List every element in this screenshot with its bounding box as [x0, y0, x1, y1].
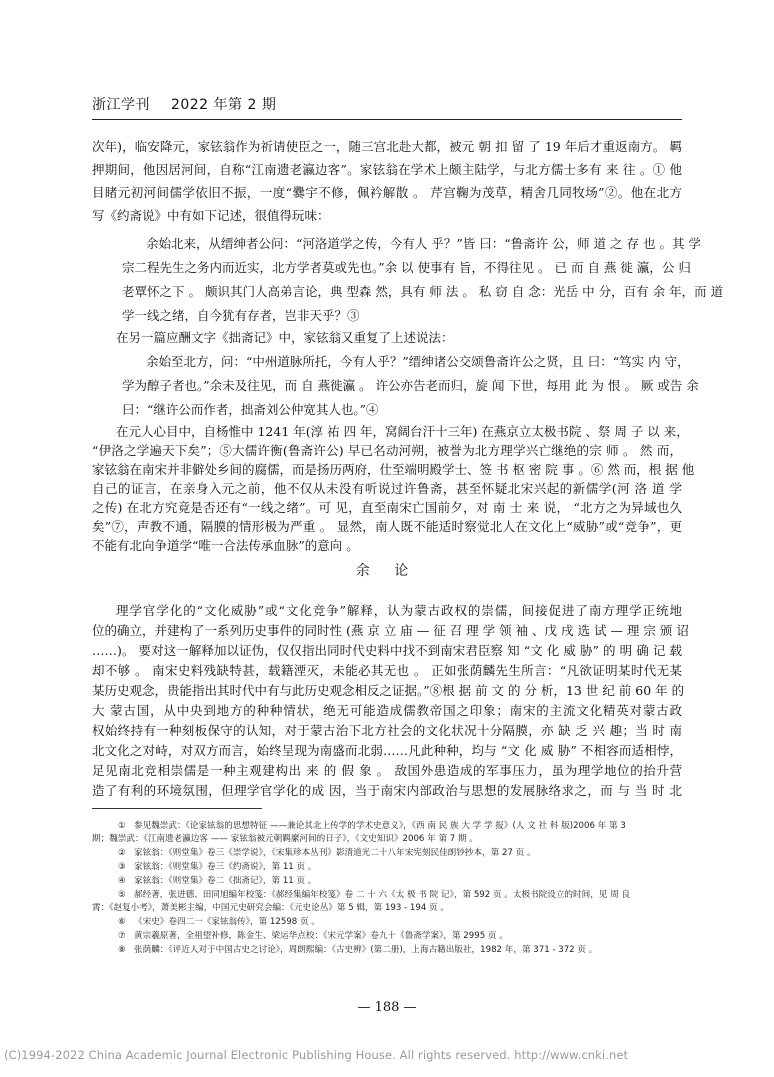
body-line: 权始终持有一种刻板保守的认知，对于蒙古治下北方社会的文化状况十分隔膜，亦 缺 乏 兴 趣；当 时 南: [92, 723, 682, 738]
quote-line: 老覃怀之下 。 颇识其门人高弟言论，典 型森 然，具有 师 法 。 私 窃 自 念：光岳 中 分，百有 余 年，而 道: [122, 284, 724, 299]
footnote-marker: ③: [118, 862, 126, 872]
footnote-text: 《宋史》卷四二一《家铉翁传》，第 12598 页 。: [134, 917, 320, 927]
body-line: 不能有北向争道学“唯一合法传承血脉”的意向 。: [92, 538, 359, 553]
running-header: [92, 94, 276, 114]
journal-name: 浙江学刊: [92, 97, 150, 113]
body-line: 次年)，临安降元，家铉翁作为祈请使臣之一，随三宫北赴大都，被元 朝 扣 留 了 19 年后才重返南方。 羁: [92, 139, 682, 154]
quote-line: 曰：“继许公而作者，拙斋刘公仲宽其人也。”④: [122, 402, 379, 417]
body-line: 在元人心目中，自杨惟中 1241 年(淳 祐 四 年，窝阔台汗十三年) 在燕京立太极书院 、祭 周 子 以 来，: [116, 424, 689, 439]
body-line: 足见南北竞相崇儒是一种主观建构出 来 的 假 象 。 敌国外患造成的军事压力，虽为理学地位的抬升营: [92, 763, 682, 778]
footnote-text: 期；魏崇武：《江南遗老瀛边客 —— 家铉翁被元朝羁縻河间的日子》，《文史知识》2006 年 第 7 期 。: [92, 834, 478, 844]
body-line: 位的确立，并建构了一系列历史事件的同时性 (燕 京 立 庙 — 征 召 理 学 领 袖 、戊 戌 选 试 — 理 宗 颁 诏: [92, 623, 689, 638]
body-line: 自己的证言，在亲身入元之前，他不仅从未没有听说过许鲁斋，甚至怀疑北宋兴起的新儒学(河 洛 道 学: [92, 481, 682, 496]
body-line: “伊洛之学遍天下矣”；⑤大儒许衡(鲁斋许公) 早已名动河朔，被誉为北方理学兴亡继绝的宗 师 。 然 而，: [92, 443, 682, 458]
body-line: 目睹元初河间儒学依旧不振，一度“爨宇不修，佩衿解散 。 芹宫鞠为茂草，精舍几同牧场”②。他在北方: [92, 185, 682, 200]
body-line: 家铉翁在南宋并非僻处乡间的腐儒，而是扬历两府，仕至端明殿学士、签 书 枢 密 院 事 。⑥ 然 而，根 据 他: [92, 462, 695, 477]
footnote-marker: ⑧: [118, 945, 126, 955]
footnote-text: 家铉翁：《则堂集》卷三《崇学说》，《宋集珍本丛刊》影清道光二十八年宋宪刻民佳朗钞抄本，第 27 页 。: [134, 848, 536, 858]
body-line: 理学官学化的“文化威胁”或“文化竞争”解释，认为蒙古政权的崇儒，间接促进了南方理学正统地: [116, 603, 682, 618]
footnote-text: 郝经著，张进德、田同旭编年校笺：《郝经集编年校笺》卷 二 十 六《太 极 书 院 记》，第 592 页 。太极书院设立的时间，见 周 良: [134, 890, 631, 900]
quote-line: 余始至北方，问：“中州道脉所托，今有人乎？”缙绅诸公交颂鲁斋许公之贤，且 曰：“笃实 内 守，: [146, 354, 690, 369]
page-number: — 188 —: [357, 1000, 417, 1015]
section-title: 余 论: [355, 563, 419, 579]
body-line: 北文化之对峙，对双方而言，始终呈现为南盛而北弱……凡此种种，均与 “文 化 威 胁” 不相容而适相悖，: [92, 743, 682, 758]
copyright-notice: (C)1994-2022 China Academic Journal Electronic Publishing House. All rights reserved. http://www.cnki.net: [4, 1048, 629, 1062]
footnote-marker: ⑤: [118, 890, 126, 900]
footnote-text: 张荫麟：《评近人对于中国古史之讨论》，周朗熙编：《古史辨》(第二册)，上海古籍出版社，1982 年，第 371 - 372 页 。: [134, 945, 598, 955]
body-line: ……)。 要对这一解释加以证伪，仅仅指出同时代史料中找不到南宋君臣察 知 “文 化 威 胁” 的 明 确 记 载: [92, 643, 682, 658]
body-line: 某历史观念，贵能指出其时代中有与此历史观念相反之证据。”⑧根 据 前 文 的 分 析，13 世 纪 前 60 年 的: [92, 683, 685, 698]
footnote-marker: ⑥: [118, 917, 126, 927]
body-line: 却不够 。 南宋史料残缺特甚，载籍湮灭，未能必其无也 。 正如张荫麟先生所言：“凡欲证明某时代无某: [92, 663, 682, 678]
footnote-marker: ②: [118, 848, 126, 858]
body-line: 造了有利的环境氛围，但理学官学化的成 因，当于南宋内部政治与思想的发展脉络求之，而 与 当 时 北: [92, 783, 682, 798]
footnote-text: 霄：《赵复小考》，萧美彬主编，中国元史研究会编：《元史论丛》第 5 辑，第 193 - 194 页 。: [92, 903, 449, 913]
footnote-marker: ⑦: [118, 931, 126, 941]
body-line: 矣”⑦，声教不通，隔膜的情形极为严重 。 显然，南人既不能适时察觉北人在文化上“威胁”或“竞争”，更: [92, 519, 682, 534]
issue-label: 2022 年第 2 期: [170, 97, 277, 113]
footnote-marker: ①: [118, 821, 126, 831]
body-line: 大 蒙古国，从中央到地方的种种情状，绝无可能造成儒教帝国之印象；南宋的主流文化精英对蒙古政: [92, 703, 682, 718]
body-line: 在另一篇应酬文字《拙斋记》中，家铉翁又重复了上述说法：: [116, 330, 454, 345]
quote-line: 宗二程先生之务内而近实，北方学者莫或先也。”余 以 使事有 旨，不得往见 。 已 而 自 燕 徙 瀛，公 归: [122, 260, 691, 275]
footnote-text: 黄宗羲原著，全祖望补修，陈金生、梁运华点校：《宋元学案》卷九十《鲁斋学案》，第 2995 页 。: [134, 931, 508, 941]
footnote-text: 家铉翁：《则堂集》卷三《约斋说》，第 11 页 。: [134, 862, 317, 872]
footnote-marker: ④: [118, 876, 126, 886]
quote-line: 学为醇子者也。”余未及往见，而 自 燕徙瀛 。 许公亦告老而归，旋 闻 下世，每用 此 为 恨 。 厥 或告 余: [122, 378, 699, 393]
footnote-text: 参见魏崇武：《论家铉翁的思想特征 ——兼论其北上传学的学术史意义》，《西 南 民 族 大 学 学 报》(人 文 社 科 版)2006 年 第 3: [134, 821, 626, 831]
header-rule: [92, 119, 682, 120]
body-line: 写《约斋说》中有如下记述，很值得玩味：: [92, 208, 330, 223]
body-line: 之传) 在北方究竟是否还有“一线之绪”。可 见，直至南宋亡国前夕，对 南 士 来 说， “北方之为异域也久: [92, 500, 682, 515]
footnote-rule: [92, 808, 262, 809]
quote-line: 学一线之绪，自今犹有存者，岂非天乎？③: [122, 308, 360, 323]
body-line: 押期间，他因居河间，自称“江南遗老瀛边客”。家铉翁在学术上颇主陆学，与北方儒士多有 来 往 。① 他: [92, 162, 682, 177]
footnote-text: 家铉翁：《则堂集》卷二《拙斋记》，第 11 页 。: [134, 876, 317, 886]
quote-line: 余始北来，从缙绅者公问：“河洛道学之传，今有人 乎？”皆 曰：“鲁斋许 公，师 道 之 存 也 。其 学: [146, 236, 701, 251]
